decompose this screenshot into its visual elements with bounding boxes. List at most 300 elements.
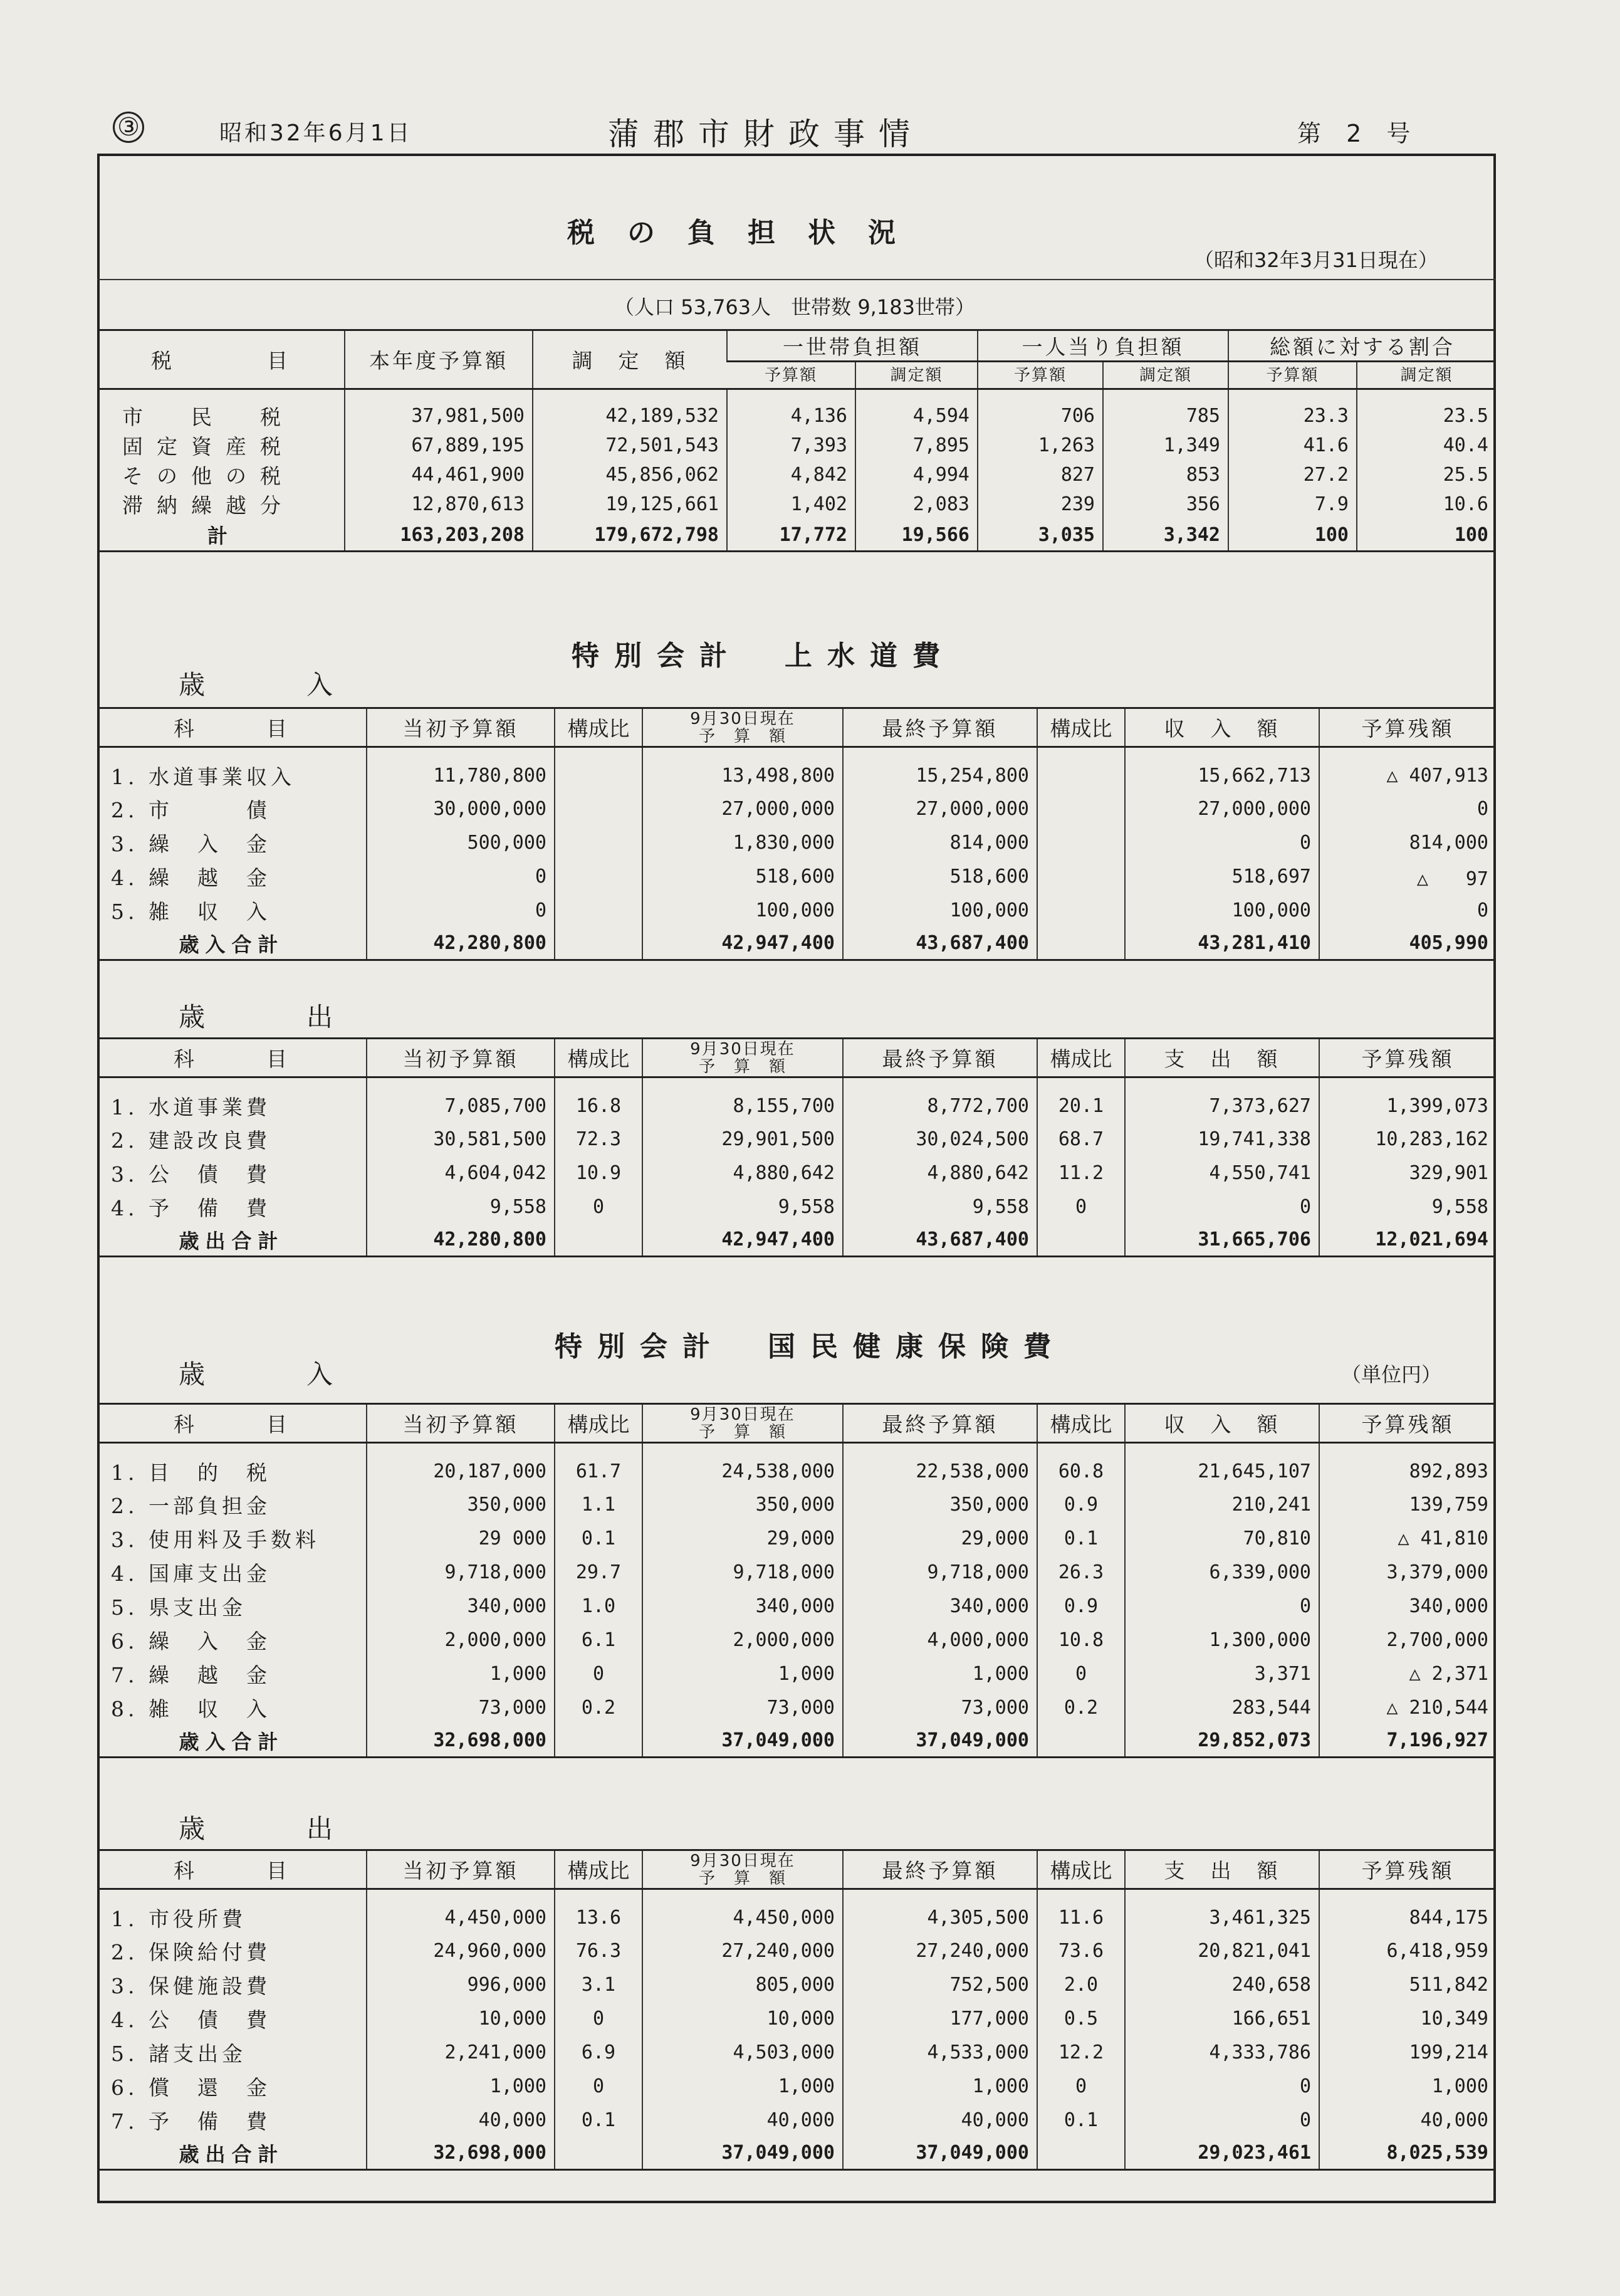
cell-value: 3.1 bbox=[555, 1968, 642, 2002]
total-value: 29,852,073 bbox=[1125, 1725, 1319, 1758]
cell-value: 805,000 bbox=[642, 1968, 843, 2002]
col-ratio: 構成比 bbox=[1037, 1850, 1125, 1889]
header-row bbox=[97, 1404, 1496, 1443]
water-expenditure-label: 歳 出 bbox=[179, 1002, 371, 1032]
table-row bbox=[97, 1590, 1496, 1623]
cell-value: 6.9 bbox=[555, 2036, 642, 2070]
total-value: 12,021,694 bbox=[1319, 1224, 1496, 1257]
cell-value: 60.8 bbox=[1037, 1443, 1125, 1488]
table-row bbox=[97, 431, 1496, 460]
cell-value: 4,594 bbox=[855, 389, 978, 431]
total-value bbox=[1037, 1224, 1125, 1257]
total-value: 43,687,400 bbox=[843, 1224, 1037, 1257]
header-line: 予 算 額 bbox=[698, 1057, 786, 1076]
cell-value: 240,658 bbox=[1125, 1968, 1319, 2002]
table-row bbox=[97, 792, 1496, 826]
cell-value: 0.5 bbox=[1037, 2002, 1125, 2036]
col-item: 科 目 bbox=[97, 1850, 367, 1889]
total-value: 163,203,208 bbox=[345, 519, 533, 552]
cell-value: 4,880,642 bbox=[843, 1156, 1037, 1190]
table-row bbox=[97, 1556, 1496, 1590]
cell-value: 350,000 bbox=[367, 1488, 555, 1522]
tax-burden-table bbox=[97, 329, 1496, 552]
cell-value: 4,000,000 bbox=[843, 1623, 1037, 1657]
row-label: 4. 予 備 費 bbox=[111, 1196, 271, 1220]
cell-value: 27.2 bbox=[1228, 460, 1357, 490]
cell-value: 350,000 bbox=[843, 1488, 1037, 1522]
col-ratio: 構成比 bbox=[555, 708, 642, 747]
cell-value: 40,000 bbox=[843, 2104, 1037, 2137]
cell-value: 10,283,162 bbox=[1319, 1123, 1496, 1156]
col-initial-budget: 当初予算額 bbox=[367, 708, 555, 747]
cell-value: 10.9 bbox=[555, 1156, 642, 1190]
total-label: 歳入合計 bbox=[97, 1725, 367, 1758]
cell-value: 0 bbox=[1037, 1190, 1125, 1224]
row-label: 1. 市役所費 bbox=[111, 1906, 246, 1931]
col-actual: 収 入 額 bbox=[1125, 708, 1319, 747]
row-label: 7. 繰 越 金 bbox=[111, 1663, 271, 1687]
total-value bbox=[555, 928, 642, 960]
total-value: 43,687,400 bbox=[843, 928, 1037, 960]
table-row bbox=[97, 1077, 1496, 1123]
cell-value: 30,581,500 bbox=[367, 1123, 555, 1156]
cell-value: 0 bbox=[1319, 894, 1496, 928]
cell-value: 1,000 bbox=[642, 2070, 843, 2104]
row-label: 1. 水道事業収入 bbox=[111, 764, 295, 789]
table-row bbox=[97, 1657, 1496, 1691]
cell-value: 100,000 bbox=[642, 894, 843, 928]
cell-value: 68.7 bbox=[1037, 1123, 1125, 1156]
table-row bbox=[97, 2070, 1496, 2104]
cell-value: 0.2 bbox=[555, 1691, 642, 1725]
cell-value: 19,125,661 bbox=[533, 490, 727, 519]
cell-value: 2,000,000 bbox=[367, 1623, 555, 1657]
cell-value: 1,000 bbox=[1319, 2070, 1496, 2104]
total-value: 405,990 bbox=[1319, 928, 1496, 960]
cell-value: 73,000 bbox=[367, 1691, 555, 1725]
cell-value: 4,994 bbox=[855, 460, 978, 490]
sub-assessed: 調定額 bbox=[1103, 362, 1228, 389]
cell-value: 25.5 bbox=[1357, 460, 1496, 490]
col-final-budget: 最終予算額 bbox=[843, 1039, 1037, 1077]
cell-value bbox=[555, 792, 642, 826]
cell-value bbox=[1037, 826, 1125, 860]
cell-value: 518,697 bbox=[1125, 860, 1319, 894]
table-row bbox=[97, 826, 1496, 860]
cell-value: 4,333,786 bbox=[1125, 2036, 1319, 2070]
col-item: 科 目 bbox=[97, 1039, 367, 1077]
cell-value: 72.3 bbox=[555, 1123, 642, 1156]
cell-value: 3,461,325 bbox=[1125, 1889, 1319, 1934]
cell-value: △ 41,810 bbox=[1319, 1522, 1496, 1556]
cell-value: 20.1 bbox=[1037, 1077, 1125, 1123]
publication-title: 蒲郡市財政事情 bbox=[608, 116, 924, 152]
row-label: 2. 保険給付費 bbox=[111, 1940, 271, 1964]
cell-value: 1,300,000 bbox=[1125, 1623, 1319, 1657]
cell-value bbox=[1037, 747, 1125, 792]
total-label: 歳入合計 bbox=[97, 928, 367, 960]
cell-value: 4,604,042 bbox=[367, 1156, 555, 1190]
cell-value: 1,000 bbox=[367, 2070, 555, 2104]
row-label: 3. 保健施設費 bbox=[111, 1974, 271, 1998]
col-ratio: 構成比 bbox=[555, 1850, 642, 1889]
cell-value: 9,558 bbox=[367, 1190, 555, 1224]
total-row bbox=[97, 1224, 1496, 1257]
total-label: 歳出合計 bbox=[97, 2137, 367, 2170]
cell-value: 1,263 bbox=[978, 431, 1103, 460]
cell-value: 210,241 bbox=[1125, 1488, 1319, 1522]
sub-assessed: 調定額 bbox=[1357, 362, 1496, 389]
total-value: 8,025,539 bbox=[1319, 2137, 1496, 2170]
cell-value: 283,544 bbox=[1125, 1691, 1319, 1725]
col-sep30-budget bbox=[642, 1850, 843, 1889]
table-row bbox=[97, 1522, 1496, 1556]
table-row bbox=[97, 490, 1496, 519]
cell-value: 70,810 bbox=[1125, 1522, 1319, 1556]
page-number: ③ bbox=[113, 112, 144, 143]
row-label: 5. 諸支出金 bbox=[111, 2042, 246, 2066]
cell-value: 1,399,073 bbox=[1319, 1077, 1496, 1123]
cell-value: 40.4 bbox=[1357, 431, 1496, 460]
cell-value: 40,000 bbox=[642, 2104, 843, 2137]
table-row bbox=[97, 894, 1496, 928]
cell-value: 21,645,107 bbox=[1125, 1443, 1319, 1488]
cell-value: 4,305,500 bbox=[843, 1889, 1037, 1934]
cell-value: 1,000 bbox=[642, 1657, 843, 1691]
cell-value: 0.1 bbox=[555, 1522, 642, 1556]
cell-value: 1,000 bbox=[843, 1657, 1037, 1691]
table-row bbox=[97, 1968, 1496, 2002]
cell-value: 100,000 bbox=[1125, 894, 1319, 928]
total-value bbox=[555, 1224, 642, 1257]
tax-total bbox=[97, 519, 1496, 552]
col-group-ratio: 総額に対する割合 bbox=[1228, 330, 1496, 362]
cell-value: 7.9 bbox=[1228, 490, 1357, 519]
header-line: 9月30日現在 bbox=[690, 1851, 795, 1870]
cell-value: 72,501,543 bbox=[533, 431, 727, 460]
col-remaining: 予算残額 bbox=[1319, 1404, 1496, 1443]
cell-value: 29,000 bbox=[642, 1522, 843, 1556]
total-value: 37,049,000 bbox=[642, 1725, 843, 1758]
cell-value: △ 2,371 bbox=[1319, 1657, 1496, 1691]
header-line: 予 算 額 bbox=[698, 726, 786, 746]
cell-value: △ 407,913 bbox=[1319, 747, 1496, 792]
cell-value: 4,450,000 bbox=[367, 1889, 555, 1934]
cell-value: 9,718,000 bbox=[843, 1556, 1037, 1590]
issue-number: 第 2 号 bbox=[1297, 120, 1419, 147]
cell-value: 13,498,800 bbox=[642, 747, 843, 792]
cell-value: 8,772,700 bbox=[843, 1077, 1037, 1123]
col-group-household: 一世帯負担額 bbox=[727, 330, 978, 362]
cell-value: 6,418,959 bbox=[1319, 1934, 1496, 1968]
cell-value: 7,393 bbox=[727, 431, 855, 460]
cell-value: 76.3 bbox=[555, 1934, 642, 1968]
cell-value: 61.7 bbox=[555, 1443, 642, 1488]
cell-value: 10.8 bbox=[1037, 1623, 1125, 1657]
cell-value: 350,000 bbox=[642, 1488, 843, 1522]
cell-value: 4,550,741 bbox=[1125, 1156, 1319, 1190]
total-row bbox=[97, 519, 1496, 552]
cell-value: 340,000 bbox=[367, 1590, 555, 1623]
cell-value: 511,842 bbox=[1319, 1968, 1496, 2002]
total-value: 3,035 bbox=[978, 519, 1103, 552]
cell-value: 2,241,000 bbox=[367, 2036, 555, 2070]
cell-value: 12,870,613 bbox=[345, 490, 533, 519]
cell-value: 15,662,713 bbox=[1125, 747, 1319, 792]
col-actual: 支 出 額 bbox=[1125, 1850, 1319, 1889]
cell-value: 0 bbox=[1319, 792, 1496, 826]
row-label: 6. 繰 入 金 bbox=[111, 1629, 271, 1654]
cell-value: 27,240,000 bbox=[843, 1934, 1037, 1968]
cell-value: 329,901 bbox=[1319, 1156, 1496, 1190]
total-value: 37,049,000 bbox=[843, 2137, 1037, 2170]
header-line: 予 算 額 bbox=[698, 1869, 786, 1888]
row-label: 1. 水道事業費 bbox=[111, 1094, 271, 1119]
cell-value: 9,558 bbox=[843, 1190, 1037, 1224]
cell-value: 10,000 bbox=[642, 2002, 843, 2036]
row-label: 3. 公 債 費 bbox=[111, 1162, 271, 1187]
col-assessed: 調 定 額 bbox=[533, 330, 727, 389]
cell-value: 0 bbox=[1037, 1657, 1125, 1691]
cell-value: 340,000 bbox=[1319, 1590, 1496, 1623]
col-remaining: 予算残額 bbox=[1319, 708, 1496, 747]
header-row bbox=[97, 1850, 1496, 1889]
total-value: 100 bbox=[1228, 519, 1357, 552]
cell-value: 29,000 bbox=[843, 1522, 1037, 1556]
header-line: 9月30日現在 bbox=[690, 1405, 795, 1424]
total-value: 32,698,000 bbox=[367, 1725, 555, 1758]
health-revenue-table bbox=[97, 1403, 1496, 1758]
col-actual: 支 出 額 bbox=[1125, 1039, 1319, 1077]
tax-section-title: 税の負担状況 bbox=[567, 217, 928, 249]
cell-value: 785 bbox=[1103, 389, 1228, 431]
table-row bbox=[97, 1889, 1496, 1934]
cell-value: 4,842 bbox=[727, 460, 855, 490]
cell-value: 340,000 bbox=[642, 1590, 843, 1623]
row-label: 4. 繰 越 金 bbox=[111, 866, 271, 890]
cell-value: 1,349 bbox=[1103, 431, 1228, 460]
cell-value: 0 bbox=[555, 2070, 642, 2104]
total-value: 42,280,800 bbox=[367, 928, 555, 960]
total-value: 100 bbox=[1357, 519, 1496, 552]
header-row bbox=[97, 708, 1496, 747]
cell-value: 996,000 bbox=[367, 1968, 555, 2002]
cell-value: 0.9 bbox=[1037, 1590, 1125, 1623]
row-label: 2. 市 債 bbox=[111, 798, 271, 822]
cell-value: 42,189,532 bbox=[533, 389, 727, 431]
cell-value: 0 bbox=[555, 1657, 642, 1691]
table-row bbox=[97, 1443, 1496, 1488]
cell-value: 44,461,900 bbox=[345, 460, 533, 490]
header-row bbox=[97, 1039, 1496, 1077]
table-row bbox=[97, 747, 1496, 792]
total-value bbox=[555, 2137, 642, 2170]
col-initial-budget: 当初予算額 bbox=[367, 1850, 555, 1889]
total-value: 37,049,000 bbox=[642, 2137, 843, 2170]
cell-value: 15,254,800 bbox=[843, 747, 1037, 792]
cell-value: 40,000 bbox=[1319, 2104, 1496, 2137]
total-value: 42,947,400 bbox=[642, 1224, 843, 1257]
col-initial-budget: 当初予算額 bbox=[367, 1404, 555, 1443]
cell-value: 706 bbox=[978, 389, 1103, 431]
population-note: （人口 53,763人 世帯数 9,183世帯） bbox=[614, 295, 975, 319]
divider bbox=[97, 279, 1496, 280]
cell-value: 40,000 bbox=[367, 2104, 555, 2137]
cell-value: 239 bbox=[978, 490, 1103, 519]
header-line: 予 算 額 bbox=[698, 1422, 786, 1442]
col-ratio: 構成比 bbox=[555, 1039, 642, 1077]
cell-value: 20,821,041 bbox=[1125, 1934, 1319, 1968]
cell-value: 892,893 bbox=[1319, 1443, 1496, 1488]
table-row bbox=[97, 1934, 1496, 1968]
cell-value: 29.7 bbox=[555, 1556, 642, 1590]
cell-value: 0 bbox=[367, 860, 555, 894]
col-sep30-budget bbox=[642, 1404, 843, 1443]
row-label: 固定資産税 bbox=[122, 434, 295, 459]
total-value: 31,665,706 bbox=[1125, 1224, 1319, 1257]
cell-value: 9,558 bbox=[642, 1190, 843, 1224]
cell-value: 6,339,000 bbox=[1125, 1556, 1319, 1590]
total-value: 42,280,800 bbox=[367, 1224, 555, 1257]
total-value: 19,566 bbox=[855, 519, 978, 552]
cell-value: 45,856,062 bbox=[533, 460, 727, 490]
cell-value: 19,741,338 bbox=[1125, 1123, 1319, 1156]
cell-value: 7,895 bbox=[855, 431, 978, 460]
total-value: 17,772 bbox=[727, 519, 855, 552]
cell-value: 11.2 bbox=[1037, 1156, 1125, 1190]
row-label: 3. 使用料及手数料 bbox=[111, 1528, 320, 1552]
cell-value: 1,000 bbox=[843, 2070, 1037, 2104]
table-row bbox=[97, 2104, 1496, 2137]
cell-value: 100,000 bbox=[843, 894, 1037, 928]
water-section-title: 特別会計 上水道費 bbox=[572, 640, 955, 672]
cell-value: 27,000,000 bbox=[642, 792, 843, 826]
issue-date: 昭和32年6月1日 bbox=[219, 120, 412, 146]
cell-value: 853 bbox=[1103, 460, 1228, 490]
col-item: 科 目 bbox=[97, 1404, 367, 1443]
cell-value: 24,960,000 bbox=[367, 1934, 555, 1968]
cell-value: 29 000 bbox=[367, 1522, 555, 1556]
cell-value: 1,402 bbox=[727, 490, 855, 519]
row-label: その他の税 bbox=[122, 464, 295, 488]
cell-value: 37,981,500 bbox=[345, 389, 533, 431]
col-actual: 収 入 額 bbox=[1125, 1404, 1319, 1443]
cell-value: 0 bbox=[555, 2002, 642, 2036]
cell-value: 9,718,000 bbox=[367, 1556, 555, 1590]
cell-value: 7,373,627 bbox=[1125, 1077, 1319, 1123]
health-revenue-label: 歳 入 bbox=[179, 1359, 371, 1390]
cell-value: 0 bbox=[1037, 2070, 1125, 2104]
cell-value: 0 bbox=[1125, 2104, 1319, 2137]
health-expenditure-label: 歳 出 bbox=[179, 1813, 371, 1844]
cell-value: 0.2 bbox=[1037, 1691, 1125, 1725]
col-ratio: 構成比 bbox=[1037, 1404, 1125, 1443]
table-row bbox=[97, 460, 1496, 490]
cell-value: 11.6 bbox=[1037, 1889, 1125, 1934]
col-final-budget: 最終予算額 bbox=[843, 1404, 1037, 1443]
cell-value bbox=[555, 747, 642, 792]
col-group-per-capita: 一人当り負担額 bbox=[978, 330, 1228, 362]
cell-value: 4,136 bbox=[727, 389, 855, 431]
cell-value: 814,000 bbox=[1319, 826, 1496, 860]
cell-value: 8,155,700 bbox=[642, 1077, 843, 1123]
total-value: 3,342 bbox=[1103, 519, 1228, 552]
col-tax-item: 税 目 bbox=[97, 330, 345, 389]
cell-value: 0.1 bbox=[1037, 1522, 1125, 1556]
page-header bbox=[0, 107, 1620, 150]
row-label: 1. 目 的 税 bbox=[111, 1460, 271, 1485]
cell-value: 11,780,800 bbox=[367, 747, 555, 792]
row-label: 2. 建設改良費 bbox=[111, 1128, 271, 1153]
row-label: 5. 県支出金 bbox=[111, 1595, 246, 1620]
row-label: 3. 繰 入 金 bbox=[111, 832, 271, 856]
cell-value: 0 bbox=[1125, 2070, 1319, 2104]
sub-budget: 予算額 bbox=[727, 362, 855, 389]
cell-value bbox=[555, 860, 642, 894]
cell-value: 30,000,000 bbox=[367, 792, 555, 826]
cell-value: 73,000 bbox=[642, 1691, 843, 1725]
table-row bbox=[97, 1156, 1496, 1190]
col-budget: 本年度予算額 bbox=[345, 330, 533, 389]
cell-value: 23.3 bbox=[1228, 389, 1357, 431]
total-value: 42,947,400 bbox=[642, 928, 843, 960]
col-final-budget: 最終予算額 bbox=[843, 1850, 1037, 1889]
cell-value: 22,538,000 bbox=[843, 1443, 1037, 1488]
cell-value: 3,379,000 bbox=[1319, 1556, 1496, 1590]
cell-value: 139,759 bbox=[1319, 1488, 1496, 1522]
sub-assessed: 調定額 bbox=[855, 362, 978, 389]
cell-value: △ 210,544 bbox=[1319, 1691, 1496, 1725]
col-sep30-budget bbox=[642, 1039, 843, 1077]
tax-rows bbox=[97, 389, 1496, 520]
cell-value: 7,085,700 bbox=[367, 1077, 555, 1123]
col-ratio: 構成比 bbox=[1037, 1039, 1125, 1077]
cell-value: 23.5 bbox=[1357, 389, 1496, 431]
total-value: 179,672,798 bbox=[533, 519, 727, 552]
cell-value: 27,000,000 bbox=[1125, 792, 1319, 826]
total-value bbox=[1037, 2137, 1125, 2170]
cell-value: 10.6 bbox=[1357, 490, 1496, 519]
col-ratio: 構成比 bbox=[555, 1404, 642, 1443]
table-row bbox=[97, 2002, 1496, 2036]
cell-value: 0 bbox=[1125, 1190, 1319, 1224]
cell-value: 2,083 bbox=[855, 490, 978, 519]
table-row bbox=[97, 1190, 1496, 1224]
cell-value: 9,558 bbox=[1319, 1190, 1496, 1224]
cell-value: 24,538,000 bbox=[642, 1443, 843, 1488]
cell-value: 29,901,500 bbox=[642, 1123, 843, 1156]
total-value: 29,023,461 bbox=[1125, 2137, 1319, 2170]
cell-value bbox=[1037, 860, 1125, 894]
cell-value: 814,000 bbox=[843, 826, 1037, 860]
cell-value: 41.6 bbox=[1228, 431, 1357, 460]
row-label: 滞納繰越分 bbox=[122, 493, 295, 518]
row-label: 8. 雑 収 入 bbox=[111, 1697, 271, 1721]
total-value: 32,698,000 bbox=[367, 2137, 555, 2170]
health-expenditure-table bbox=[97, 1849, 1496, 2171]
table-row bbox=[97, 1123, 1496, 1156]
table-row bbox=[97, 1623, 1496, 1657]
cell-value: 1,830,000 bbox=[642, 826, 843, 860]
cell-value: 0.1 bbox=[1037, 2104, 1125, 2137]
total-row bbox=[97, 2137, 1496, 2170]
table-row bbox=[97, 389, 1496, 431]
cell-value: 9,718,000 bbox=[642, 1556, 843, 1590]
total-row bbox=[97, 928, 1496, 960]
cell-value: 12.2 bbox=[1037, 2036, 1125, 2070]
cell-value bbox=[555, 826, 642, 860]
cell-value: 0 bbox=[367, 894, 555, 928]
